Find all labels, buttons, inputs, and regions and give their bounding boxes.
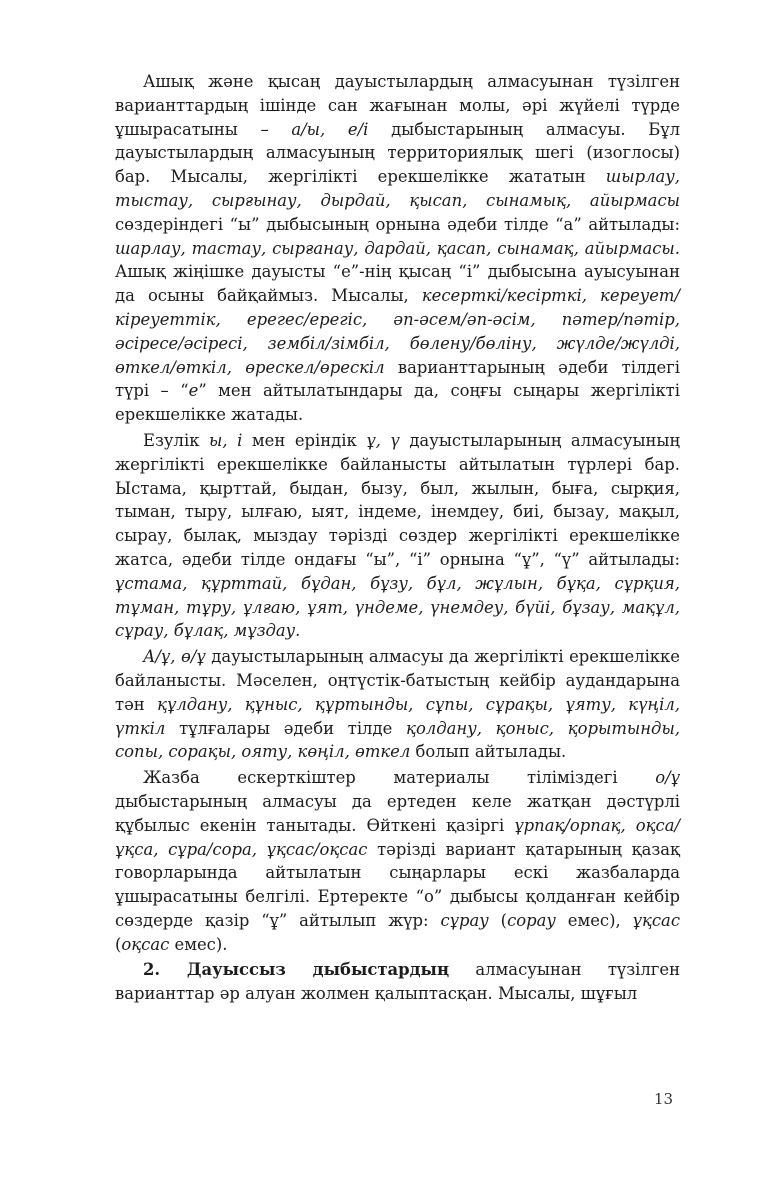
paragraph [115,70,680,427]
text-run: Жазба ескерткіштер материалы тіліміздегі [143,768,656,788]
text-run: Езулік [143,430,209,450]
italic-text: кесерткі/кесірткі, кереует/кіреуеттік, ерегес/ерегіс, әп-әсем/әп-әсім, пәтер/пәтір, әсіресе/әсіресі, зембіл/зімбіл, бөлену/бөліну, жүлде/жүлді, өткел/өткіл, өрескел/өрескіл [115,286,680,377]
text-run: дыбыстарының алмасуы. Бұл дауыстылардың алмасуының территориялық шегі (изоглосы) бар. Мысалы, жергілікті ерекшелікке жататын [115,119,680,187]
text-run: тәрізді вариант қатарының қазақ говорларында айтылатын сыңарлары ескі жазбаларда ұшырасатыны белгілі. Ертеректе “о” дыбысы қолданған кейбір сөздерде қазір “ұ” айтылып жүр: [115,839,680,930]
page-number: 13 [654,1090,674,1108]
text-run: Ашық және қысаң дауыстылардың алмасуынан түзілген варианттардың ішінде сан жағынан молы, әрі жүйелі түрде ұшырасатыны – [115,72,680,139]
text-run: мен еріндік [242,430,367,450]
text-run: емес). [169,934,228,954]
paragraph [115,958,680,1006]
italic-text: сұрау [440,910,489,930]
paragraph [115,766,680,956]
text-run: болып айтылады. [410,742,567,762]
bold-text: 2. Дауыссыз дыбыстардың [143,960,450,980]
italic-text: ұқсас [632,910,681,930]
paragraph [115,429,680,643]
text-run: ( [115,934,122,954]
text-run: емес), [555,910,633,930]
italic-text: қолдану, қоныс, қорытынды, сопы, сорақы, ояту, көңіл, өткел [115,718,681,762]
italic-text: о/ұ [655,768,680,788]
paragraph [115,645,680,764]
italic-text: А/ұ, ө/ұ [143,647,206,667]
italic-text: е [188,381,199,401]
italic-text: шарлау, тастау, сырғанау, дардай, қасап, сынамақ, айырмасы. [115,238,680,258]
italic-text: ұрпақ/орпақ, оқса/ұқса, сұра/сора, ұқсас/оқсас [115,815,680,859]
italic-text: оқсас [121,934,170,954]
text-run: тұлғалары әдеби тілде [165,718,407,738]
text-run: алмасуынан түзілген варианттар әр алуан жолмен қалыптасқан. Мысалы, шұғыл [115,960,680,1004]
italic-text: а/ы, е/і [291,119,369,139]
italic-text: ұ, ү [366,430,400,450]
text-run: сөздеріндегі “ы” дыбысының орнына әдеби тілде “а” айтылады: [115,214,680,234]
page-body [115,70,680,1006]
text-run: дыбыстарының алмасуы да ертеден келе жатқан дәстүрлі құбылыс екенін танытады. Өйткені қазіргі [115,791,680,835]
italic-text: құлдану, құныс, құртынды, сұпы, сұрақы, ұяту, күңіл, үткіл [115,694,680,738]
italic-text: ы, і [209,430,243,450]
text-run: Ашық жіңішке дауысты “е”-нің қысаң “і” дыбысына ауысуынан да осыны байқаймыз. Мысалы, [115,262,680,306]
text-run: дауыстыларының алмасуының жергілікті ерекшелікке байланысты айтылатын түрлері бар. Ыстама, қырттай, быдан, бызу, был, жылын, быға, сырқия, тыман, тыру, ылғаю, ыят, індеме, інемдеу, биі, бызау, мақыл, сырау, былақ, мыздау тәрізді сөздер жергілікті ерекшелікке жатса, әдеби тілде ондағы “ы”, “і” орнына “ұ”, “ү” айтылады: [115,430,680,569]
text-run: ( [488,910,508,930]
text-run: ” мен айтылатындары да, соңғы сыңары жергілікті ерекшелікке жатады. [115,381,680,425]
italic-text: шырлау, тыстау, сырғынау, дырдай, қысап, сынамық, айырмасы [115,167,680,210]
text-run: варианттарының әдеби тілдегі түрі – “ [115,357,681,401]
italic-text: сорау [507,910,556,930]
italic-text: ұстама, құрттай, бұдан, бұзу, бұл, жұлын, бұқа, сұрқия, тұман, тұру, ұлғаю, ұят, үндеме, үнемдеу, бүйі, бұзау, мақұл, сұрау, бұлақ, мұздау. [115,573,680,641]
text-run: дауыстыларының алмасуы да жергілікті ерекшелікке байланысты. Мәселен, оңтүстік-батыстың кейбір аудандарына тән [115,647,680,714]
